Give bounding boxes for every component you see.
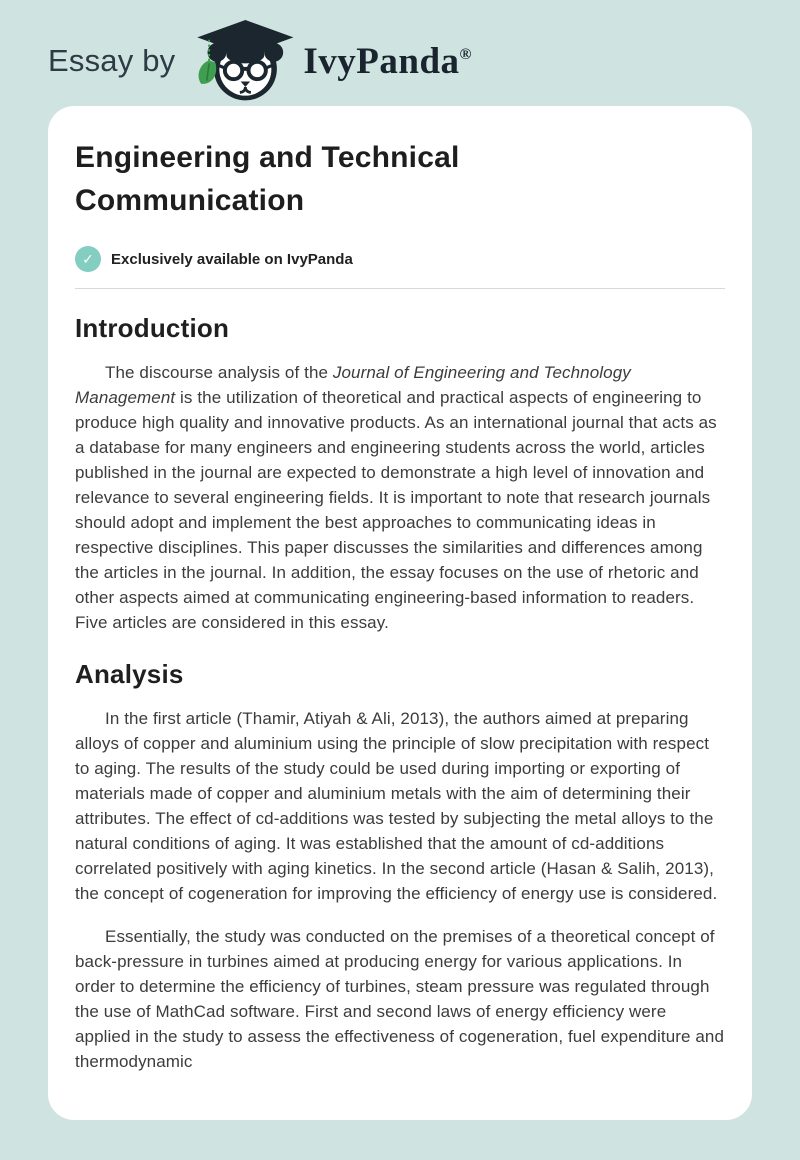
header-divider <box>75 288 725 289</box>
essay-by-label: Essay by <box>48 43 176 78</box>
exclusive-badge <box>75 246 725 272</box>
brand-logotype <box>303 40 472 83</box>
registered-mark: ® <box>459 45 472 63</box>
brand-name: IvyPanda <box>303 40 460 82</box>
intro-paragraph <box>75 360 725 635</box>
intro-paragraph-text: The discourse analysis of the <box>105 363 333 382</box>
journal-title-italic: Journal of Engineering and Technology Management <box>75 363 631 407</box>
ivypanda-logo-icon <box>191 19 295 103</box>
site-header <box>0 0 800 92</box>
section-heading-introduction: Introduction <box>75 313 230 343</box>
intro-paragraph-text-cont: is the utilization of theoretical and practical aspects of engineering to produce high quality and innovative products. As an international journal that acts as a database for many engineers and engineering students across the world, articles published in the journal are expected to demonstrate a high level of innovation and relevance to several engineering fields. It is important to note that research journals should adopt and implement the best approaches to communicating ideas in respective disciplines. This paper discusses the similarities and differences among the articles in the journal. In addition, the essay focuses on the use of rhetoric and other aspects aimed at communicating engineering-based information to readers. Five articles are considered in this essay. <box>75 388 717 632</box>
analysis-paragraph-1: In the first article (Thamir, Atiyah & Ali, 2013), the authors aimed at preparing alloys of copper and aluminium using the principle of slow precipitation with respect to aging. The results of the study could be used during importing or exporting of materials made of copper and aluminium metals with the aim of determining their attributes. The effect of cd-additions was tested by subjecting the metal alloys to the natural conditions of aging. It was established that the amount of cd-additions correlated positively with aging kinetics. In the second article (Hasan & Salih, 2013), the concept of cogeneration for improving the efficiency of energy use is considered. <box>75 709 718 903</box>
analysis-paragraph-2: Essentially, the study was conducted on the premises of a theoretical concept of back-pressure in turbines aimed at producing energy for various applications. In order to determine the efficiency of turbines, steam pressure was regulated through the use of MathCad software. First and second laws of energy efficiency were applied in the study to assess the effectiveness of cogeneration, fuel expenditure and thermodynamic <box>75 927 725 1071</box>
section-heading-analysis: Analysis <box>75 659 184 689</box>
exclusive-badge-label: Exclusively available on IvyPanda <box>111 250 353 268</box>
essay-card <box>48 106 752 1120</box>
page-title: Engineering and Technical Communication <box>75 141 460 217</box>
check-icon: ✓ <box>75 246 101 272</box>
